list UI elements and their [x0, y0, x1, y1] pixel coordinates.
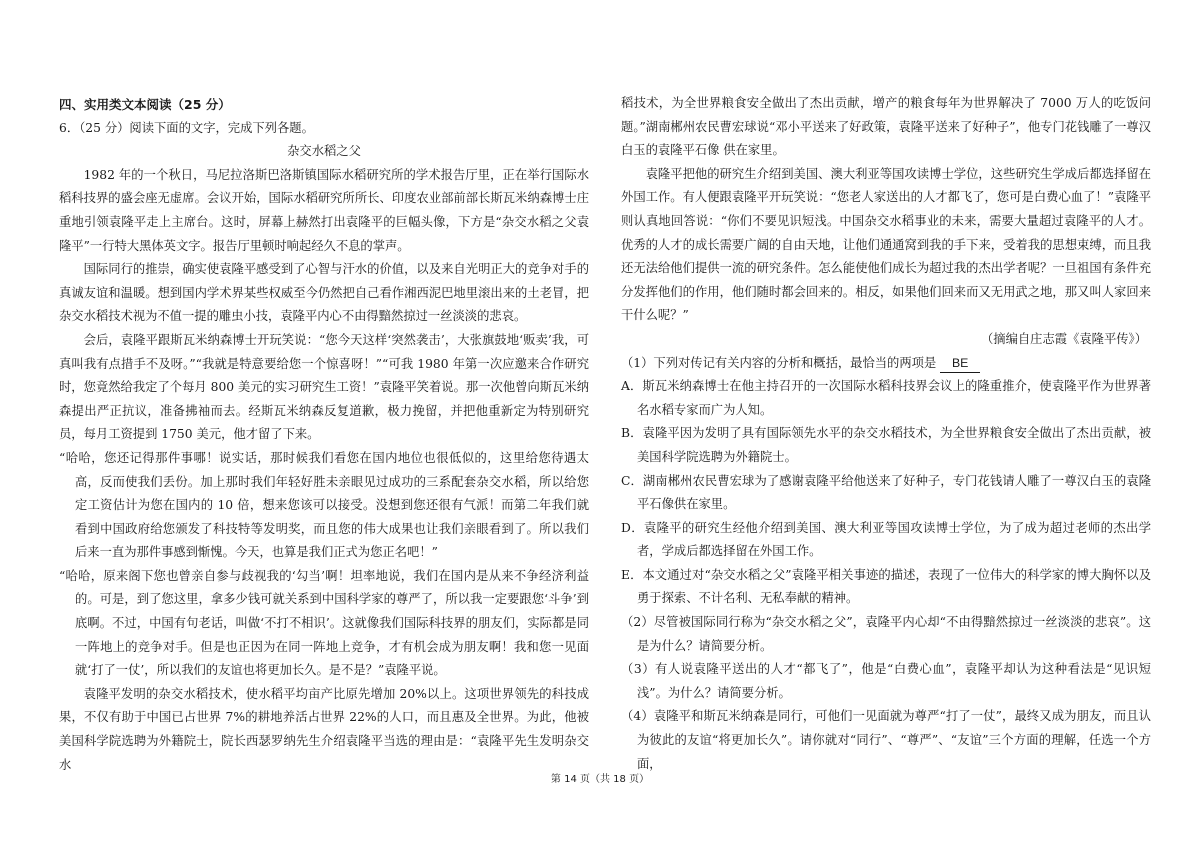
option-e: E．本文通过对“杂交水稻之父”袁隆平相关事迹的描述，表现了一位伟大的科学家的博大胸怀以及勇于探索、不计名利、无私奉献的精神。 [621, 567, 1151, 606]
article-title: 杂交水稻之父 [287, 144, 361, 159]
question-2: （2）尽管被国际同行称为“杂交水稻之父”，袁隆平内心却“不由得黯然掠过一丝淡淡的悲哀”。这是为什么？请简要分析。 [621, 615, 1151, 653]
paragraph-2: 国际同行的推崇，确实使袁隆平感受到了心智与汗水的价值，以及来自光明正大的竞争对手的真诚友谊和温暖。想到国内学术界某些权威至今仍然把自己看作湘西泥巴地里滚出来的土老冒，把杂交水稻技术视为不值一提的雕虫小技，袁隆平内心不由得黯然掠过一丝淡淡的悲哀。 [59, 262, 589, 324]
question-3: （3）有人说袁隆平送出的人才“都飞了”，他是“白费心血”，袁隆平却认为这种看法是“见识短浅”。为什么？请简要分析。 [621, 662, 1151, 700]
paragraph-5: “哈哈，原来阁下您也曾亲自参与歧视我的‘勾当’啊！坦率地说，我们在国内是从来不争经济利益的。可是，到了您这里，拿多少钱可就关系到中国科学家的尊严了，所以我一定要跟您‘斗争’到底啊。不过，中国有句老话，叫做‘不打不相识’。这就像我们国际科技界的朋友们，实际都是同一阵地上的竞争对手。但是也正因为在同一阵地上竞争，才有机会成为朋友啊！我和您一见面就‘打了一仗’，所以我们的友谊也将更加长久。是不是？”袁隆平说。 [59, 568, 589, 678]
left-column [59, 93, 589, 777]
paragraph-7: 袁隆平把他的研究生介绍到美国、澳大利亚等国攻读博士学位，这些研究生学成后都选择留在外国工作。有人便跟袁隆平开玩笑说：“您老人家送出的人才都飞了，您可是白费心血了！”袁隆平则认真地回答说：“你们不要见识短浅。中国杂交水稻事业的未来，需要大量超过袁隆平的人才。优秀的人才的成长需要广阔的自由天地，让他们通通窝到我的手下来，受着我的思想束缚，而且我还无法给他们提供一流的研究条件。怎么能使他们成长为超过我的杰出学者呢？一旦祖国有条件充分发挥他们的作用，他们随时都会回来的。相反，如果他们回来而又无用武之地，那又叫人家回来干什么呢？” [621, 166, 1151, 323]
paragraph-6-continued: 稻技术，为全世界粮食安全做出了杰出贡献，增产的粮食每年为世界解决了 7000 万人的吃饭问题。”湖南郴州农民曹宏球说“邓小平送来了好政策，袁隆平送来了好种子”，他专门花钱雕了一尊汉白玉的袁隆平石像 供在家里。 [621, 96, 1151, 158]
paragraph-4: “哈哈，您还记得那件事哪！说实话，那时候我们看您在国内地位也很低似的，这里给您待遇太高，反而使我们丢份。加上那时我们年轻好胜未亲眼见过成功的三系配套杂交水稻，所以给您定工资估计为您在国内的 10 倍，想来您该可以接受。没想到您还很有气派！而第二年我们就看到中国政府给您颁发了科技特等发明奖，而且您的伟大成果也让我们亲眼看到了。所以我们后来一直为那件事感到惭愧。今天，也算是我们正式为您正名吧！” [59, 450, 589, 560]
right-column [621, 92, 1151, 776]
paragraph-6: 袁隆平发明的杂交水稻技术，使水稻平均亩产比原先增加 20%以上。这项世界领先的科技成果，不仅有助于中国已占世界 7%的耕地养活占世界 22%的人口，而且惠及全世界。为此，他被美国科学院选聘为外籍院士，院长西瑟罗纳先生介绍袁隆平当选的理由是：“袁隆平先生发明杂交水 [59, 686, 589, 772]
question-1 [621, 352, 1151, 376]
question-1-stem: （1）下列对传记有关内容的分析和概括，最恰当的两项是 [621, 355, 937, 370]
question-intro: 6．（25 分）阅读下面的文字，完成下列各题。 [59, 120, 314, 135]
section-title: 四、实用类文本阅读（25 分） [59, 97, 231, 112]
question-4: （4）袁隆平和斯瓦米纳森是同行，可他们一见面就为尊严“打了一仗”，最终又成为朋友，而且认为彼此的友谊“将更加长久”。请你就对“同行”、“尊严”、“友谊”三个方面的理解，任选一个方面， [621, 709, 1151, 771]
source-citation: （摘编自庄志霞《袁隆平传》） [980, 331, 1147, 346]
paragraph-1: 1982 年的一个秋日，马尼拉洛斯巴洛斯镇国际水稻研究所的学术报告厅里，正在举行国际水稻科技界的盛会座无虚席。会议开始，国际水稻研究所所长、印度农业部前部长斯瓦米纳森博士庄重地引领袁隆平走上主席台。这时，屏幕上赫然打出袁隆平的巨幅头像，下方是“杂交水稻之父袁隆平”一行特大黑体英文字。报告厅里顿时响起经久不息的掌声。 [59, 167, 589, 253]
option-b: B．袁隆平因为发明了具有国际领先水平的杂交水稻技术，为全世界粮食安全做出了杰出贡献，被美国科学院选聘为外籍院士。 [621, 426, 1151, 464]
paragraph-3: 会后，袁隆平跟斯瓦米纳森博士开玩笑说：“您今天这样‘突然袭击’，大张旗鼓地‘贩卖’我，可真叫我有点措手不及呀。”“我就是特意要给您一个惊喜呀！”“可我 1980 年第一次应邀来合作研究时，您竟然给我定了个每月 800 美元的实习研究生工资！”袁隆平笑着说。那一次他曾向斯瓦米纳森提出严正抗议，准备拂袖而去。经斯瓦米纳森反复道歉，极力挽留，并把他重新定为特别研究员，每月工资提到 1750 美元，他才留了下来。 [59, 332, 589, 442]
page-footer: 第 14 页（共 18 页） [550, 774, 650, 785]
option-d: D．袁隆平的研究生经他介绍到美国、澳大利亚等国攻读博士学位，为了成为超过老师的杰出学者，学成后都选择留在外国工作。 [621, 520, 1151, 559]
option-c: C．湖南郴州农民曹宏球为了感谢袁隆平给他送来了好种子，专门花钱请人雕了一尊汉白玉的袁隆平石像供在家里。 [621, 473, 1151, 512]
question-1-answer: BE [940, 355, 980, 373]
option-a: A．斯瓦米纳森博士在他主持召开的一次国际水稻科技界会议上的隆重推介，使袁隆平作为世界著名水稻专家而广为人知。 [621, 379, 1151, 417]
